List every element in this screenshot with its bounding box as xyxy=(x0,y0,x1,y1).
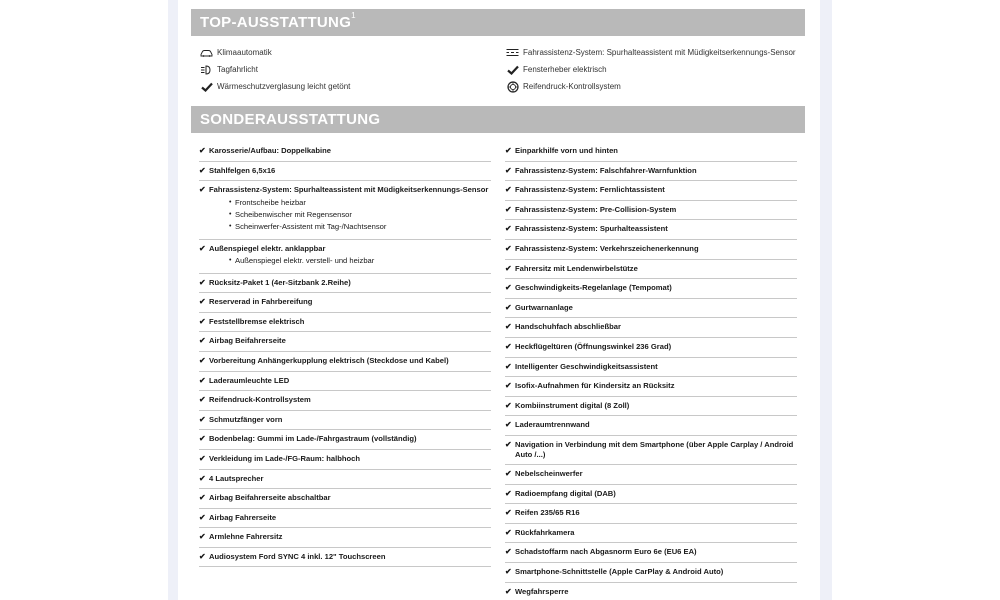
checkmark-icon: ✔ xyxy=(505,165,512,175)
equipment-row-body xyxy=(515,567,797,577)
checkmark-icon xyxy=(506,64,519,76)
checkmark-icon: ✔ xyxy=(199,185,206,195)
checkmark-icon: ✔ xyxy=(505,547,512,557)
equipment-label: Schadstoffarm nach Abgasnorm Euro 6e (EU6 EA) xyxy=(515,547,697,557)
equipment-row xyxy=(199,411,491,431)
equipment-row xyxy=(505,583,797,600)
top-item-label: Fensterheber elektrisch xyxy=(523,65,607,74)
top-ausstattung-heading: TOP-AUSSTATTUNG$^1$ xyxy=(191,9,805,36)
equipment-label: Laderaumleuchte LED xyxy=(209,375,290,385)
checkmark-icon: ✔ xyxy=(505,224,512,234)
equipment-label: Fahrassistenz-System: Pre-Collision-System xyxy=(515,204,677,214)
top-item xyxy=(506,78,806,95)
equipment-row xyxy=(199,489,491,509)
equipment-row-body xyxy=(209,244,491,268)
equipment-row-body xyxy=(515,547,797,557)
checkmark-icon: ✔ xyxy=(505,488,512,498)
equipment-subitem: • Scheibenwischer mit Regensensor xyxy=(209,209,491,221)
equipment-row xyxy=(199,293,491,313)
checkmark-icon: ✔ xyxy=(505,302,512,312)
checkmark-icon: ✔ xyxy=(199,355,206,365)
equipment-row xyxy=(505,220,797,240)
checkmark-icon: ✔ xyxy=(505,283,512,293)
equipment-row-body xyxy=(209,317,491,327)
checkmark-icon: ✔ xyxy=(199,297,206,307)
equipment-label: Schmutzfänger vorn xyxy=(209,414,283,424)
top-list-right xyxy=(506,44,806,95)
equipment-row xyxy=(505,260,797,280)
checkmark-icon: ✔ xyxy=(199,165,206,175)
checkmark-icon: ✔ xyxy=(199,532,206,542)
top-item-label: Reifendruck-Kontrollsystem xyxy=(523,82,621,91)
checkmark-icon: ✔ xyxy=(199,336,206,346)
top-item xyxy=(506,44,806,61)
equipment-row xyxy=(505,465,797,485)
equipment-label: Fahrassistenz-System: Spurhalteassistent mit Müdigkeitserkennungs-Sensor xyxy=(209,185,489,195)
equipment-row-body xyxy=(515,528,797,538)
checkmark-icon: ✔ xyxy=(199,434,206,444)
equipment-label: Reifendruck-Kontrollsystem xyxy=(209,395,311,405)
top-item-label: Tagfahrlicht xyxy=(217,65,258,74)
equipment-label: Heckflügeltüren (Öffnungswinkel 236 Grad) xyxy=(515,341,672,351)
equipment-row xyxy=(199,509,491,529)
equipment-row-body xyxy=(209,513,491,523)
equipment-label: Feststellbremse elektrisch xyxy=(209,316,305,326)
equipment-row xyxy=(199,372,491,392)
equipment-subitem: • Frontscheibe heizbar xyxy=(209,197,491,209)
checkmark-icon: ✔ xyxy=(505,586,512,596)
equipment-label: Fahrassistenz-System: Verkehrszeichenerkennung xyxy=(515,243,699,253)
equipment-row-body xyxy=(209,415,491,425)
checkmark-icon: ✔ xyxy=(505,527,512,537)
equipment-row-body xyxy=(209,434,491,444)
equipment-row-body xyxy=(209,185,491,233)
equipment-label: Smartphone-Schnittstelle (Apple CarPlay & Android Auto) xyxy=(515,567,724,577)
equipment-subitem: • Scheinwerfer-Assistent mit Tag-/Nachtsensor xyxy=(209,221,491,233)
equipment-label: Audiosystem Ford SYNC 4 inkl. 12" Touchscreen xyxy=(209,551,386,561)
equipment-label: Rückfahrkamera xyxy=(515,527,575,537)
equipment-row-body xyxy=(515,146,797,156)
equipment-label: Armlehne Fahrersitz xyxy=(209,532,283,542)
checkmark-icon: ✔ xyxy=(199,375,206,385)
equipment-label: Wegfahrsperre xyxy=(515,586,569,596)
equipment-label: Fahrassistenz-System: Falschfahrer-Warnfunktion xyxy=(515,165,697,175)
equipment-row xyxy=(199,181,491,239)
equipment-label: Intelligenter Geschwindigkeitsassistent xyxy=(515,361,658,371)
equipment-label: Airbag Fahrerseite xyxy=(209,512,277,522)
checkmark-icon: ✔ xyxy=(199,395,206,405)
equipment-label: Radioempfang digital (DAB) xyxy=(515,488,616,498)
equipment-label: Reserverad in Fahrbereifung xyxy=(209,297,313,307)
checkmark-icon: ✔ xyxy=(199,316,206,326)
equipment-row xyxy=(199,548,491,568)
equipment-row-body xyxy=(515,205,797,215)
equipment-row xyxy=(199,142,491,162)
equipment-row-body xyxy=(515,401,797,411)
equipment-row xyxy=(199,332,491,352)
top-list-left xyxy=(200,44,500,95)
checkmark-icon: ✔ xyxy=(505,508,512,518)
checkmark-icon: ✔ xyxy=(505,322,512,332)
equipment-row-body xyxy=(515,381,797,391)
equipment-row xyxy=(505,240,797,260)
checkmark-icon: ✔ xyxy=(199,243,206,253)
top-item-label: Klimaautomatik xyxy=(217,48,272,57)
equipment-label: Einparkhilfe vorn und hinten xyxy=(515,146,618,155)
checkmark-icon: ✔ xyxy=(199,277,206,287)
top-item xyxy=(200,78,500,95)
equipment-row xyxy=(199,240,491,274)
equipment-sublist xyxy=(209,197,491,234)
equipment-row-body xyxy=(209,146,491,156)
checkmark-icon: ✔ xyxy=(199,512,206,522)
equipment-label: Rücksitz-Paket 1 (4er-Sitzbank 2.Reihe) xyxy=(209,277,351,287)
equipment-row-body xyxy=(515,303,797,313)
equipment-sublist xyxy=(209,255,491,267)
checkmark-icon: ✔ xyxy=(199,551,206,561)
equipment-row-body xyxy=(515,587,797,597)
equipment-row xyxy=(199,162,491,182)
equipment-row-body xyxy=(209,278,491,288)
top-ausstattung-list xyxy=(200,44,800,104)
checkmark-icon: ✔ xyxy=(505,243,512,253)
equipment-row xyxy=(505,416,797,436)
equipment-label: Fahrersitz mit Lendenwirbelstütze xyxy=(515,263,638,273)
equipment-row-body xyxy=(209,356,491,366)
equipment-row xyxy=(505,318,797,338)
equipment-row xyxy=(199,313,491,333)
checkmark-icon: ✔ xyxy=(505,146,512,155)
equipment-row xyxy=(505,436,797,465)
equipment-label: Reifen 235/65 R16 xyxy=(515,508,580,518)
equipment-label: Navigation in Verbindung mit dem Smartphone (über Apple Carplay / Android Auto /...) xyxy=(515,439,794,459)
equipment-label: Stahlfelgen 6,5x16 xyxy=(209,165,276,175)
equipment-row-body xyxy=(209,395,491,405)
equipment-row xyxy=(199,528,491,548)
equipment-row-body xyxy=(515,283,797,293)
equipment-row xyxy=(505,504,797,524)
equipment-row xyxy=(199,274,491,294)
equipment-row-body xyxy=(515,420,797,430)
top-item xyxy=(506,61,806,78)
lane-assist-icon xyxy=(506,47,519,59)
equipment-row xyxy=(199,391,491,411)
equipment-row xyxy=(199,430,491,450)
equipment-label: Handschuhfach abschließbar xyxy=(515,322,621,332)
equipment-row xyxy=(505,181,797,201)
equipment-row xyxy=(199,352,491,372)
equipment-row-body xyxy=(515,185,797,195)
equipment-row xyxy=(505,377,797,397)
checkmark-icon xyxy=(200,81,213,93)
equipment-row-body xyxy=(515,508,797,518)
equipment-row-body xyxy=(515,166,797,176)
spec-sheet xyxy=(178,0,820,600)
equipment-row xyxy=(505,485,797,505)
equipment-row xyxy=(505,563,797,583)
equipment-row xyxy=(505,142,797,162)
equipment-row-body xyxy=(515,469,797,479)
equipment-row-body xyxy=(209,532,491,542)
top-item xyxy=(200,61,500,78)
checkmark-icon: ✔ xyxy=(505,263,512,273)
checkmark-icon: ✔ xyxy=(505,204,512,214)
equipment-row-body xyxy=(515,322,797,332)
equipment-row-body xyxy=(515,489,797,499)
checkmark-icon: ✔ xyxy=(199,473,206,483)
checkmark-icon: ✔ xyxy=(199,453,206,463)
top-item-label: Wärmeschutzverglasung leicht getönt xyxy=(217,82,351,91)
equipment-row-body xyxy=(209,454,491,464)
checkmark-icon: ✔ xyxy=(505,439,512,449)
equipment-label: Fahrassistenz-System: Fernlichtassistent xyxy=(515,185,665,195)
checkmark-icon: ✔ xyxy=(505,420,512,430)
equipment-row-body xyxy=(209,297,491,307)
equipment-row xyxy=(505,299,797,319)
equipment-row xyxy=(199,450,491,470)
equipment-subitem: • Außenspiegel elektr. verstell- und heizbar xyxy=(209,255,491,267)
checkmark-icon: ✔ xyxy=(505,185,512,195)
equipment-label: Airbag Beifahrerseite xyxy=(209,336,286,346)
headlight-icon xyxy=(200,64,213,76)
top-item xyxy=(200,44,500,61)
equipment-label: Geschwindigkeits-Regelanlage (Tempomat) xyxy=(515,283,672,293)
equipment-row-body xyxy=(209,552,491,562)
equipment-row-body xyxy=(209,376,491,386)
equipment-row-body xyxy=(209,493,491,503)
equipment-row-body xyxy=(515,264,797,274)
sonder-list-right xyxy=(505,142,797,600)
equipment-row-body xyxy=(209,166,491,176)
equipment-row-body xyxy=(515,244,797,254)
equipment-row xyxy=(505,279,797,299)
equipment-row xyxy=(505,358,797,378)
equipment-label: Verkleidung im Lade-/FG-Raum: halbhoch xyxy=(209,453,361,463)
checkmark-icon: ✔ xyxy=(505,361,512,371)
equipment-row-body xyxy=(515,362,797,372)
checkmark-icon: ✔ xyxy=(505,469,512,479)
checkmark-icon: ✔ xyxy=(199,146,206,155)
checkmark-icon: ✔ xyxy=(505,381,512,391)
equipment-row-body xyxy=(515,224,797,234)
equipment-label: Isofix-Aufnahmen für Kindersitz an Rücksitz xyxy=(515,381,675,391)
equipment-row xyxy=(505,543,797,563)
equipment-label: Bodenbelag: Gummi im Lade-/Fahrgastraum (vollständig) xyxy=(209,434,417,444)
sonder-list-left xyxy=(199,142,491,567)
tire-pressure-icon xyxy=(506,81,519,93)
equipment-label: Gurtwarnanlage xyxy=(515,302,573,312)
equipment-label: Außenspiegel elektr. anklappbar xyxy=(209,243,326,253)
checkmark-icon: ✔ xyxy=(199,414,206,424)
equipment-label: Kombiinstrument digital (8 Zoll) xyxy=(515,400,630,410)
checkmark-icon: ✔ xyxy=(505,341,512,351)
equipment-row xyxy=(505,338,797,358)
equipment-label: Karosserie/Aufbau: Doppelkabine xyxy=(209,146,331,155)
equipment-row xyxy=(505,524,797,544)
top-item-label: Fahrassistenz-System: Spurhalteassistent mit Müdigkeitserkennungs-Sensor xyxy=(523,48,796,57)
equipment-row xyxy=(505,397,797,417)
equipment-row-body xyxy=(515,342,797,352)
checkmark-icon: ✔ xyxy=(505,400,512,410)
sonderausstattung-heading: SONDERAUSSTATTUNG xyxy=(191,106,805,133)
car-climate-icon xyxy=(200,47,213,59)
equipment-row-body xyxy=(515,440,797,459)
equipment-row xyxy=(199,470,491,490)
equipment-label: Airbag Beifahrerseite abschaltbar xyxy=(209,493,331,503)
equipment-label: Nebelscheinwerfer xyxy=(515,469,583,479)
checkmark-icon: ✔ xyxy=(505,567,512,577)
equipment-label: Laderaumtrennwand xyxy=(515,420,590,430)
equipment-row xyxy=(505,201,797,221)
equipment-row-body xyxy=(209,474,491,484)
checkmark-icon: ✔ xyxy=(199,493,206,503)
equipment-row xyxy=(505,162,797,182)
equipment-row-body xyxy=(209,336,491,346)
equipment-label: 4 Lautsprecher xyxy=(209,473,264,483)
equipment-label: Vorbereitung Anhängerkupplung elektrisch (Steckdose und Kabel) xyxy=(209,355,449,365)
equipment-label: Fahrassistenz-System: Spurhalteassistent xyxy=(515,224,668,234)
